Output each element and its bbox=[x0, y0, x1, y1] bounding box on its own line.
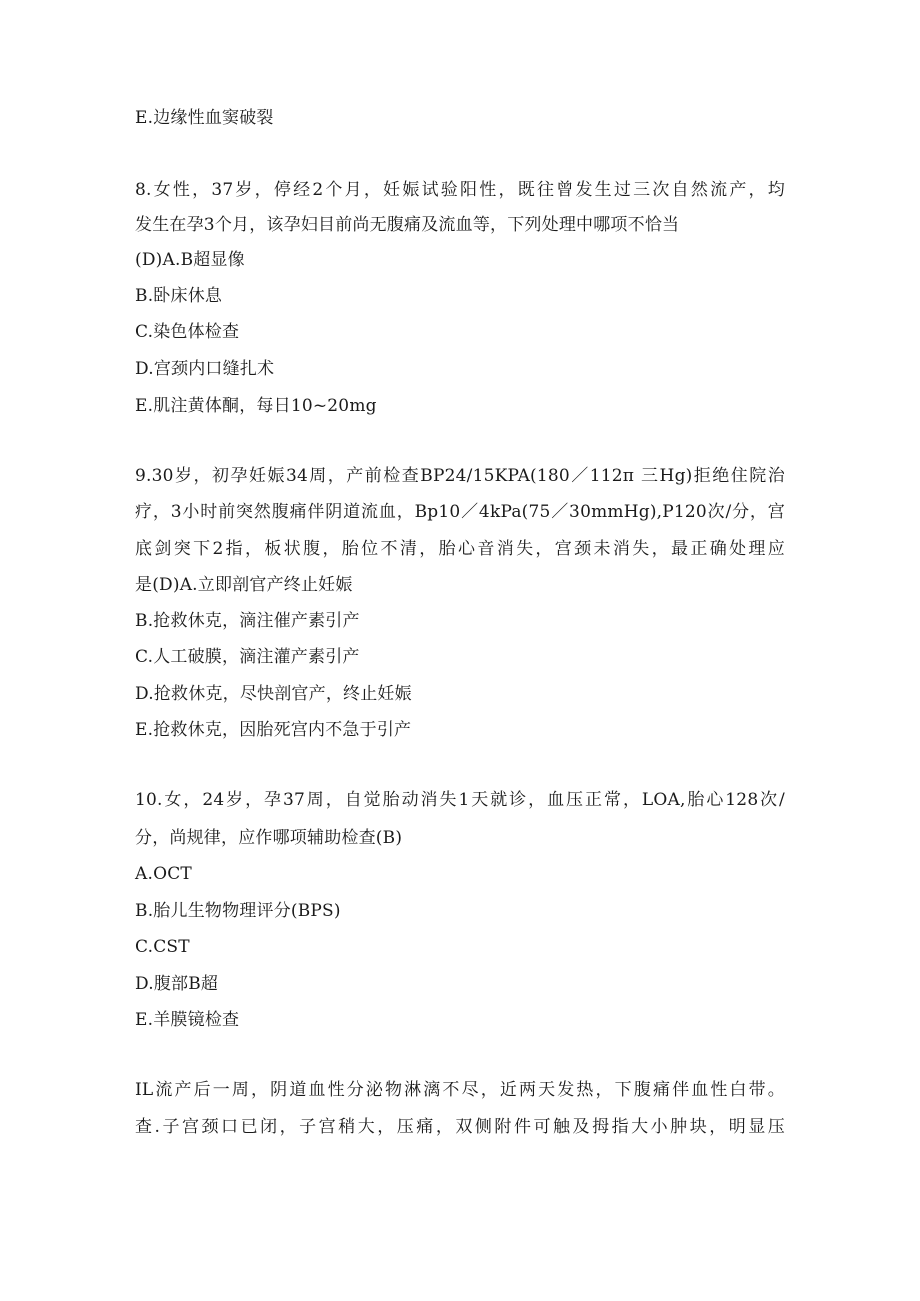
q9-option-c: C.人工破膜，滴注灌产素引产 bbox=[135, 647, 360, 667]
q9-stem-line-2: 疗，3小时前突然腹痛伴阴道流血，Bp10／4kPa(75／30mmHg),P120次/分，宫 bbox=[135, 502, 785, 522]
q10-option-d: D.腹部B超 bbox=[135, 974, 219, 994]
q10-stem-line-1: 10.女，24岁，孕37周，自觉胎动消失1天就诊，血压正常，LOA,胎心128次/ bbox=[135, 790, 785, 810]
q9-stem-line-1: 9.30岁，初孕妊娠34周，产前检查BP24/15KPA(180／112π 三Hg)拒绝住院治 bbox=[135, 466, 785, 486]
q8-stem-line-2: 发生在孕3个月，该孕妇目前尚无腹痛及流血等，下列处理中哪项不恰当 bbox=[135, 215, 680, 235]
q10-option-e: E.羊膜镜检查 bbox=[135, 1010, 240, 1030]
q9-stem-line-4: 是(D)A.立即剖官产终止妊娠 bbox=[135, 575, 353, 595]
q9-option-e: E.抢救休克，因胎死宫内不急于引产 bbox=[135, 720, 412, 740]
q10-stem-line-2: 分，尚规律，应作哪项辅助检查(B) bbox=[135, 828, 403, 848]
q11-stem-line-1: IL流产后一周，阴道血性分泌物淋漓不尽，近两天发热，下腹痛伴血性白带。 bbox=[135, 1080, 785, 1100]
q10-option-b: B.胎儿生物物理评分(BPS) bbox=[135, 901, 341, 921]
q9-option-b: B.抢救休克，滴注催产素引产 bbox=[135, 611, 360, 631]
q8-stem-line-1: 8.女性，37岁，停经2个月，妊娠试验阳性，既往曾发生过三次自然流产，均 bbox=[135, 180, 785, 200]
q7-option-e: E.边缘性血窦破裂 bbox=[135, 108, 274, 128]
q8-option-a: (D)A.B超显像 bbox=[135, 250, 245, 270]
q9-option-d: D.抢救休克，尽快剖官产，终止妊娠 bbox=[135, 684, 412, 704]
q11-stem-line-2: 查.子宫颈口已闭，子宫稍大，压痛，双侧附件可触及拇指大小肿块，明显压 bbox=[135, 1117, 785, 1137]
q8-option-b: B.卧床休息 bbox=[135, 286, 223, 306]
q8-option-d: D.宫颈内口缝扎术 bbox=[135, 359, 275, 379]
q9-stem-line-3: 底剑突下2指，板状腹，胎位不清，胎心音消失，宫颈未消失，最正确处理应 bbox=[135, 539, 785, 559]
q8-option-e: E.肌注黄体酮，每日10~20mg bbox=[135, 396, 377, 416]
q10-option-c: C.CST bbox=[135, 937, 190, 957]
q8-option-c: C.染色体检查 bbox=[135, 322, 240, 342]
q10-option-a: A.OCT bbox=[135, 864, 192, 884]
